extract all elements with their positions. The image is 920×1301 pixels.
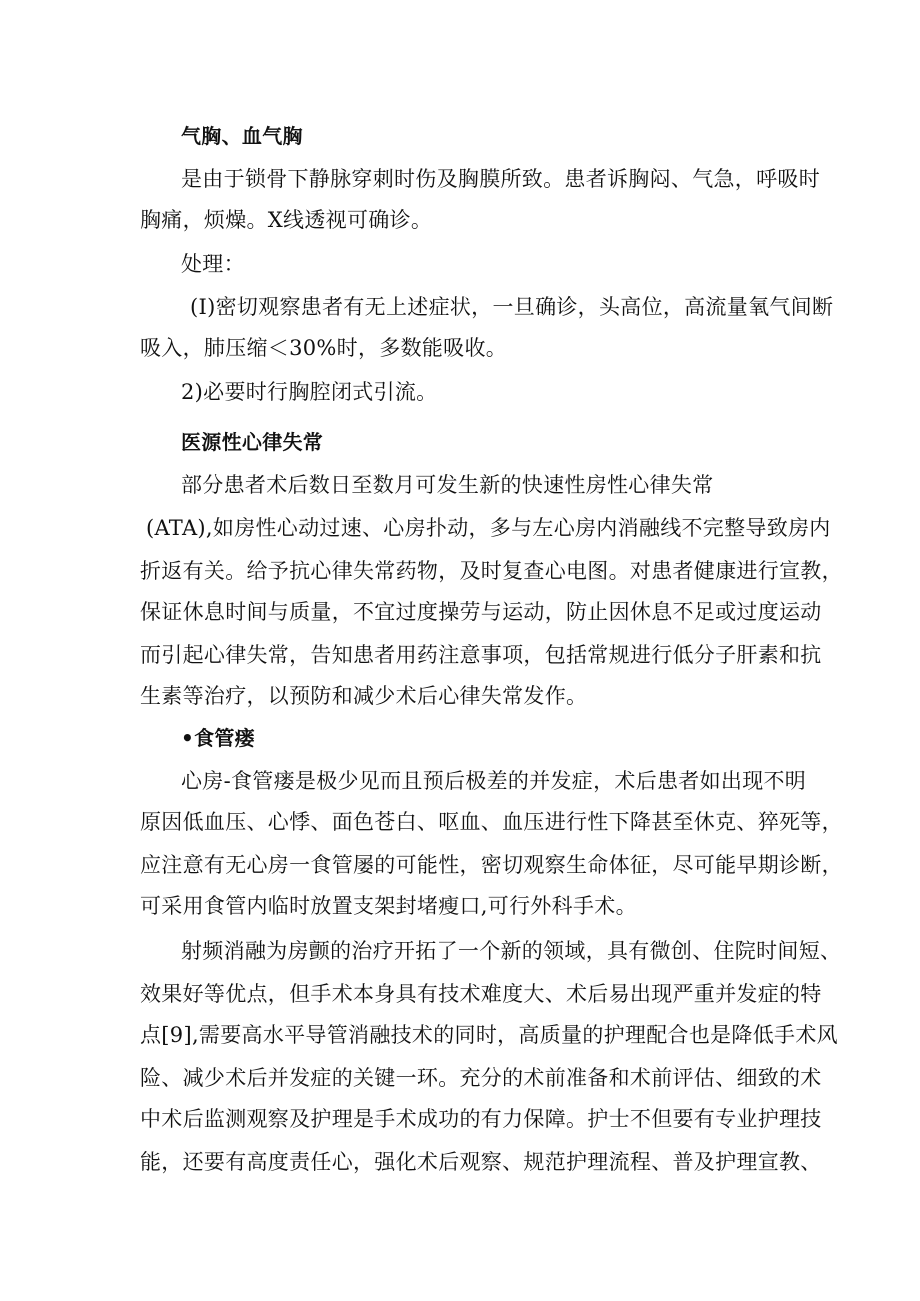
paragraph-line: 2)必要时行胸腔闭式引流。 [181, 380, 438, 404]
paragraph-line: 能，还要有高度责任心，强化术后观察、规范护理流程、普及护理宣教、 [140, 1150, 822, 1174]
paragraph-line: 点[9],需要高水平导管消融技术的同时，高质量的护理配合也是降低手术风 [140, 1023, 838, 1047]
paragraph-line: 部分患者术后数日至数月可发生新的快速性房性心律失常 [181, 473, 714, 497]
paragraph-line: 而引起心律失常，告知患者用药注意事项，包括常规进行低分子肝素和抗 [140, 643, 822, 667]
section-heading-arrhythmia: 医源性心律失常 [181, 430, 324, 454]
paragraph-line: 胸痛，烦燥。X线透视可确诊。 [140, 208, 433, 232]
paragraph-line: 应注意有无心房一食管屡的可能性，密切观察生命体征，尽可能早期诊断， [140, 853, 843, 877]
section-heading-esophageal-fistula: •食管瘘 [181, 726, 255, 750]
paragraph-line: 效果好等优点，但手术本身具有技术难度大、术后易出现严重并发症的特 [140, 982, 822, 1006]
paragraph-line: 吸入，肺压缩＜30%时，多数能吸收。 [140, 336, 508, 360]
paragraph-line: 险、减少术后并发症的关键一环。充分的术前准备和术前评估、细致的术 [140, 1066, 822, 1090]
paragraph-line: 折返有关。给予抗心律失常药物，及时复查心电图。对患者健康进行宣教， [140, 559, 843, 583]
paragraph-line: 处理： [181, 252, 245, 276]
paragraph-line: 保证休息时间与质量，不宜过度操劳与运动，防止因休息不足或过度运动 [140, 600, 822, 624]
paragraph-line: 射频消融为房颤的治疗开拓了一个新的领域，具有微创、住院时间短、 [181, 939, 842, 963]
paragraph-line: (I)密切观察患者有无上述症状，一旦确诊，头高位，高流量氧气间断 [190, 295, 834, 319]
paragraph-line: 是由于锁骨下静脉穿刺时伤及胸膜所致。患者诉胸闷、气急，呼吸时 [181, 167, 820, 191]
paragraph-line: 生素等治疗，以预防和减少术后心律失常发作。 [140, 684, 588, 708]
paragraph-line: 可采用食管内临时放置支架封堵瘦口,可行外科手术。 [140, 894, 637, 918]
paragraph-line: 中术后监测观察及护理是手术成功的有力保障。护士不但要有专业护理技 [140, 1107, 822, 1131]
section-heading-pneumothorax: 气胸、血气胸 [181, 124, 303, 148]
paragraph-line: (ATA),如房性心动过速、心房扑动，多与左心房内消融线不完整导致房内 [146, 516, 831, 540]
paragraph-line: 心房-食管瘘是极少见而且预后极差的并发症，术后患者如出现不明 [181, 769, 807, 793]
paragraph-line: 原因低血压、心悸、面色苍白、呕血、血压进行性下降甚至休克、猝死等， [140, 810, 843, 834]
